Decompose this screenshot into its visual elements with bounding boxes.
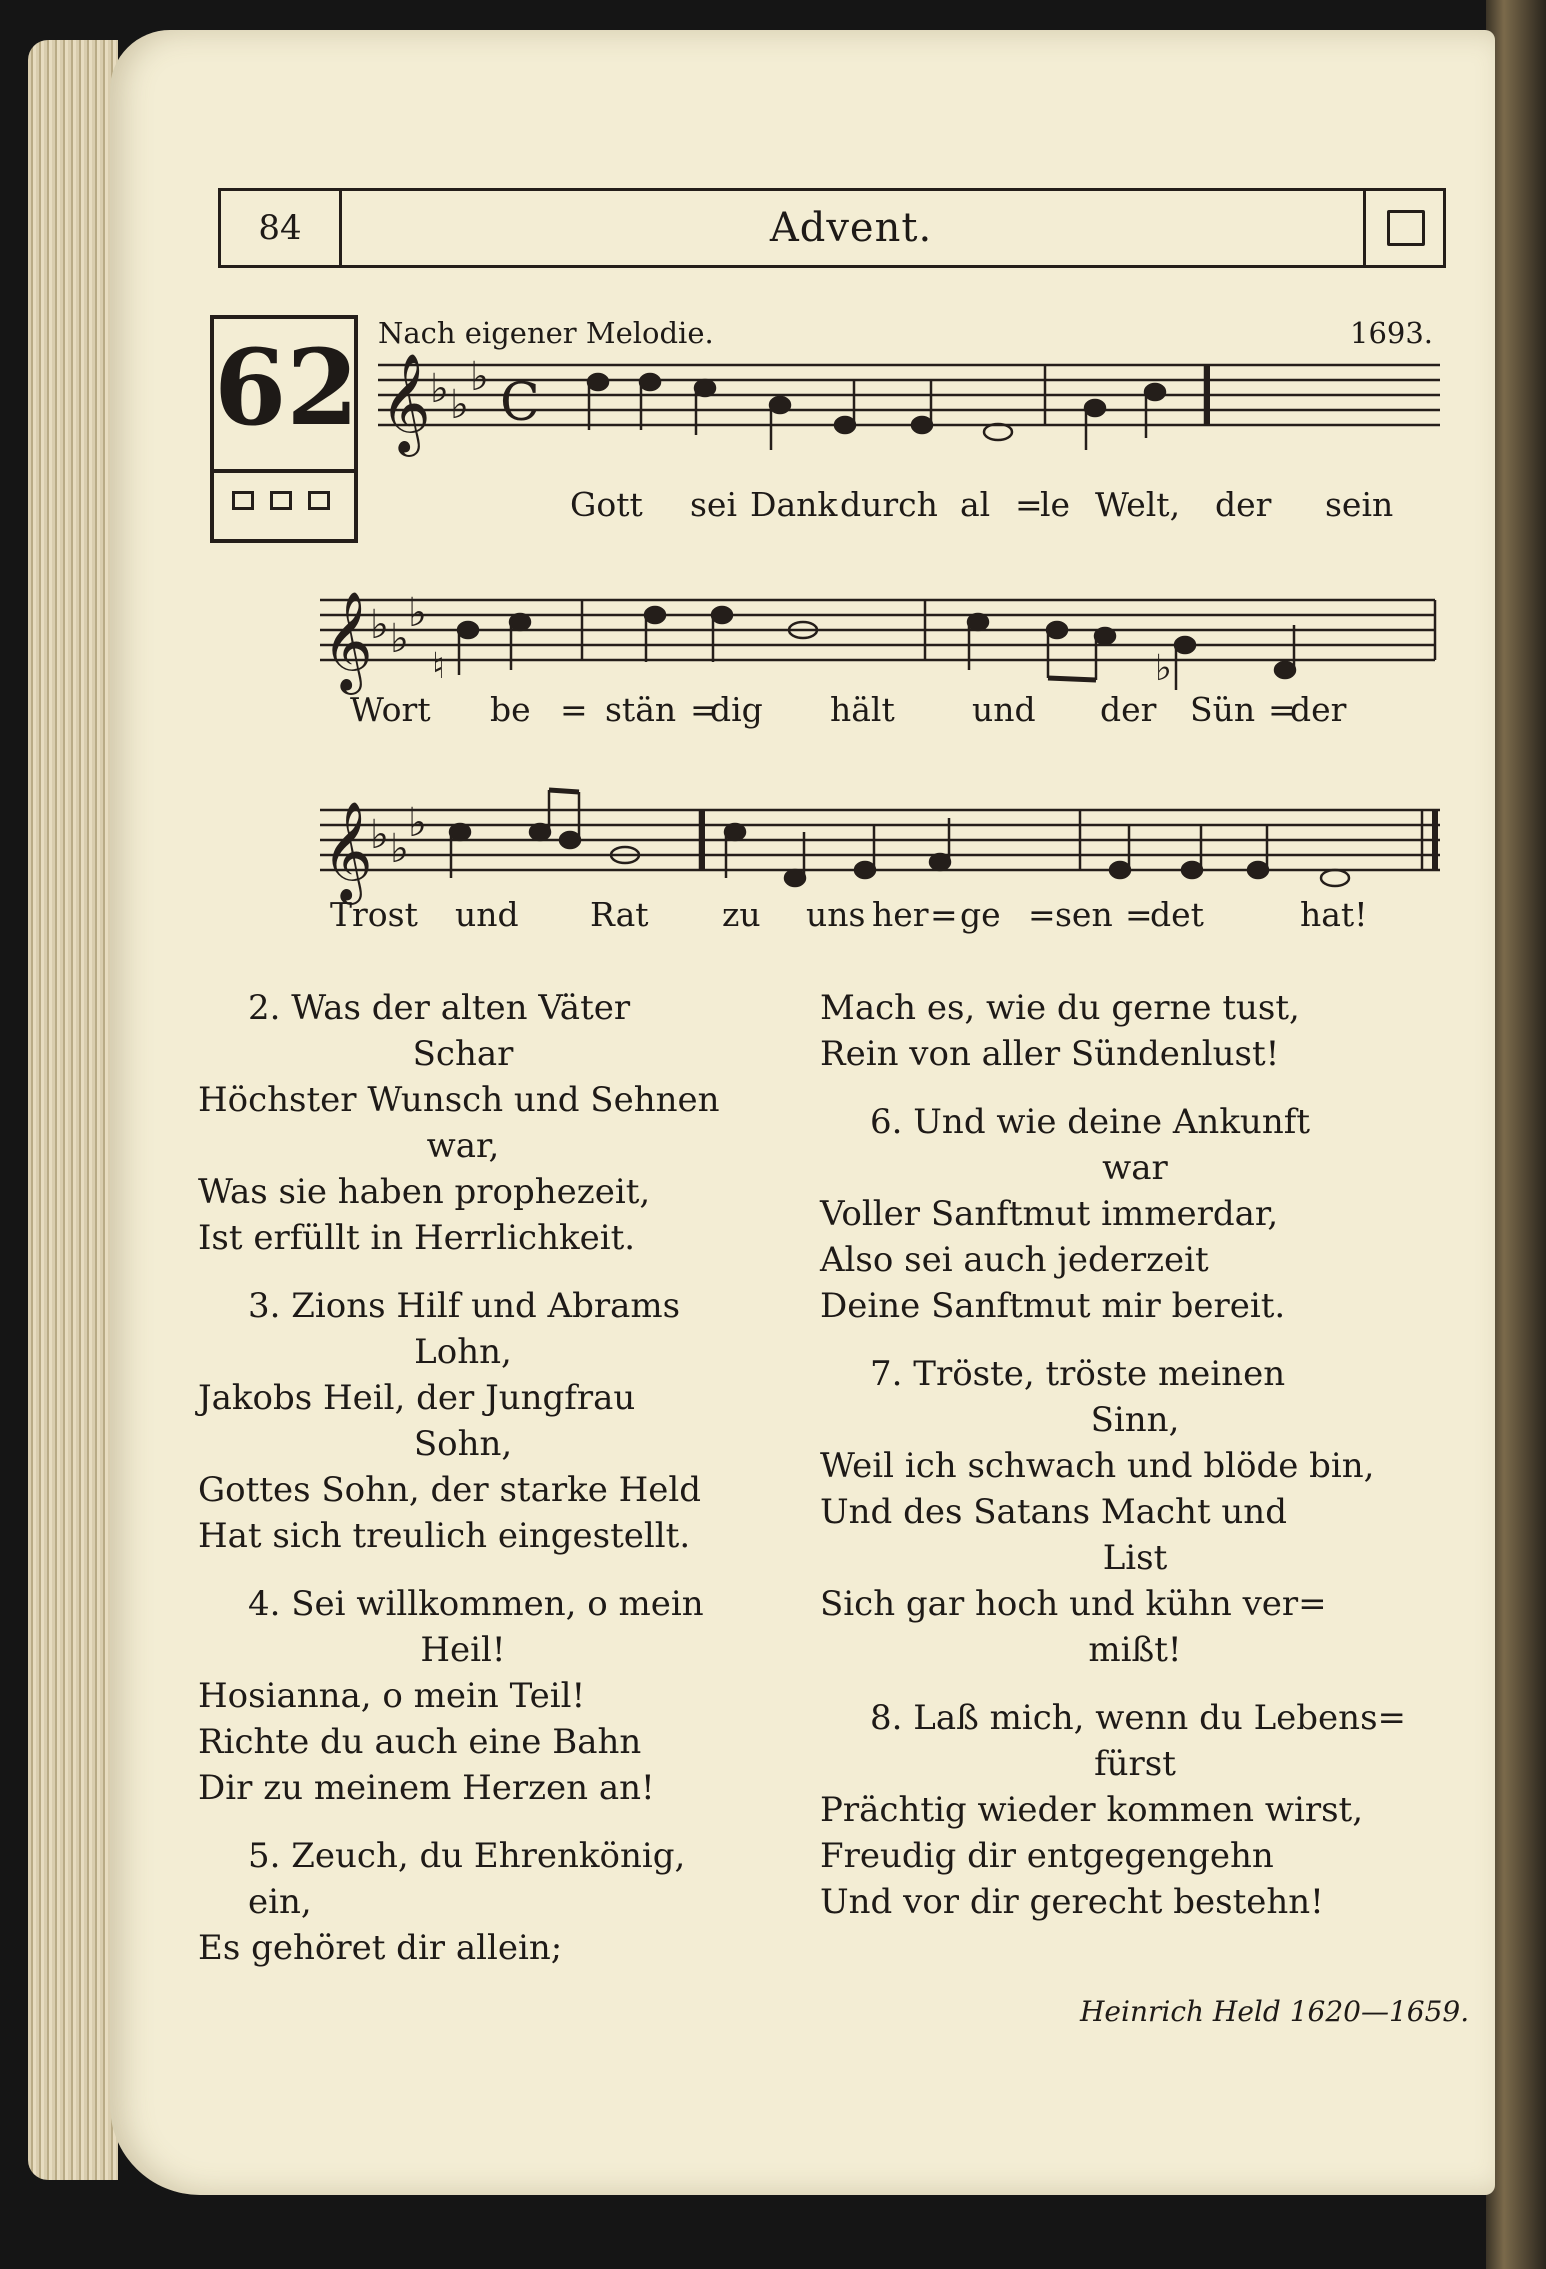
stanza-line: Richte du auch eine Bahn bbox=[198, 1722, 642, 1762]
stanza-text: Zeuch, du Ehrenkönig, ein, bbox=[248, 1836, 686, 1922]
stanza-8 bbox=[820, 1695, 1450, 1925]
treble-clef-icon: 𝄞 bbox=[380, 353, 431, 453]
treble-clef-icon: 𝄞 bbox=[322, 801, 373, 901]
author-credit: Heinrich Held 1620—1659. bbox=[1080, 1995, 1470, 2028]
stanza-line: Dir zu meinem Herzen an! bbox=[198, 1768, 655, 1808]
stanza-line: Es gehöret dir allein; bbox=[198, 1928, 563, 1968]
stanza-number: 2. bbox=[248, 988, 281, 1028]
stanza-line: Weil ich schwach und blöde bin, bbox=[820, 1446, 1375, 1486]
lyric-syllable: Dank bbox=[750, 485, 838, 524]
stanza-line: Lohn, bbox=[414, 1332, 512, 1372]
lyric-syllable: = bbox=[560, 690, 588, 729]
lyric-syllable: stän bbox=[605, 690, 677, 729]
stanza-text: Laß mich, wenn du Lebens= bbox=[913, 1698, 1407, 1738]
stanza-line bbox=[198, 1833, 728, 1925]
stanza-line: Schar bbox=[412, 1034, 514, 1074]
stanza-3 bbox=[198, 1283, 728, 1559]
svg-text:♭: ♭ bbox=[408, 590, 427, 636]
stanza-number: 7. bbox=[870, 1354, 903, 1394]
stanza-line bbox=[820, 1695, 1450, 1741]
lyric-syllable: und bbox=[972, 690, 1036, 729]
svg-text:♭: ♭ bbox=[1155, 648, 1172, 689]
stanza-line: Sich gar hoch und kühn ver= bbox=[820, 1584, 1327, 1624]
svg-text:C: C bbox=[500, 373, 540, 433]
stanza-2 bbox=[198, 985, 728, 1261]
lyric-syllable: und bbox=[455, 895, 519, 934]
lyric-syllable: hat! bbox=[1300, 895, 1368, 934]
stanza-line: war, bbox=[426, 1126, 500, 1166]
svg-text:♭: ♭ bbox=[470, 354, 489, 400]
stanza-number: 8. bbox=[870, 1698, 903, 1738]
lyric-syllable: der bbox=[1215, 485, 1272, 524]
lyric-syllable: der bbox=[1100, 690, 1157, 729]
stanza-line: List bbox=[1102, 1538, 1168, 1578]
stanza-line: Jakobs Heil, der Jungfrau bbox=[198, 1378, 636, 1418]
lyric-syllable: der bbox=[1290, 690, 1347, 729]
stanza-number: 4. bbox=[248, 1584, 281, 1624]
stanza-line: Freudig dir entgegengehn bbox=[820, 1836, 1274, 1876]
lyric-syllable: her bbox=[872, 895, 929, 934]
stanza-line: Voller Sanftmut immerdar, bbox=[820, 1194, 1279, 1234]
stanza-text: Zions Hilf und Abrams bbox=[291, 1286, 681, 1326]
stanza-text: Tröste, tröste meinen bbox=[913, 1354, 1286, 1394]
stanza-line: Sinn, bbox=[1090, 1400, 1180, 1440]
stanza-line: Gottes Sohn, der starke Held bbox=[198, 1470, 702, 1510]
lyric-syllable: Wort bbox=[350, 690, 431, 729]
stanza-number: 6. bbox=[870, 1102, 903, 1142]
lyric-syllable: le bbox=[1040, 485, 1071, 524]
lyric-syllable: sein bbox=[1325, 485, 1394, 524]
stanza-line: Höchster Wunsch und Sehnen bbox=[198, 1080, 720, 1120]
lyric-syllable: uns bbox=[806, 895, 866, 934]
hymn-number: 62 bbox=[214, 326, 359, 449]
stanza-line: Prächtig wieder kommen wirst, bbox=[820, 1790, 1364, 1830]
stanza-text: Und wie deine Ankunft bbox=[913, 1102, 1310, 1142]
stanza-7 bbox=[820, 1351, 1450, 1673]
stanza-line: war bbox=[1102, 1148, 1168, 1188]
svg-text:♭: ♭ bbox=[408, 800, 427, 846]
melody-note: Nach eigener Melodie. bbox=[378, 316, 714, 350]
lyric-syllable: ge bbox=[960, 895, 1001, 934]
stanza-line: Mach es, wie du gerne tust, bbox=[820, 988, 1300, 1028]
stanzas-left-column bbox=[198, 985, 728, 1993]
stanza-line bbox=[198, 985, 728, 1031]
stanza-number: 3. bbox=[248, 1286, 281, 1326]
stanza-text: Was der alten Väter bbox=[291, 988, 631, 1028]
svg-text:♭: ♭ bbox=[370, 812, 389, 858]
svg-text:♭: ♭ bbox=[390, 616, 409, 662]
staff-3 bbox=[320, 810, 1440, 870]
stanza-6 bbox=[820, 1099, 1450, 1329]
stanza-line: Und vor dir gerecht bestehn! bbox=[820, 1882, 1324, 1922]
lyric-syllable: sen bbox=[1055, 895, 1113, 934]
lyric-syllable: = bbox=[690, 690, 718, 729]
stanza-line: Deine Sanftmut mir bereit. bbox=[820, 1286, 1286, 1326]
lyric-syllable: det bbox=[1150, 895, 1204, 934]
stanza-line: Und des Satans Macht und bbox=[820, 1492, 1287, 1532]
svg-text:♮: ♮ bbox=[432, 646, 445, 687]
svg-text:♭: ♭ bbox=[370, 602, 389, 648]
stanza-line: Also sei auch jederzeit bbox=[820, 1240, 1209, 1280]
stanza-line: Sohn, bbox=[413, 1424, 513, 1464]
lyric-syllable: al bbox=[960, 485, 991, 524]
book-page bbox=[110, 30, 1495, 2195]
stanza-number: 5. bbox=[248, 1836, 281, 1876]
stanza-line bbox=[198, 1581, 728, 1627]
lyric-syllable: Sün bbox=[1190, 690, 1256, 729]
stanzas-right-column bbox=[820, 985, 1450, 1947]
stanza-line bbox=[198, 1283, 728, 1329]
lyric-syllable: dig bbox=[710, 690, 763, 729]
book-spine-edge bbox=[1486, 0, 1546, 2269]
lyric-syllable: sei bbox=[690, 485, 738, 524]
lyric-syllable: be bbox=[490, 690, 531, 729]
stanza-5 bbox=[198, 1833, 728, 1971]
lyric-syllable: durch bbox=[840, 485, 938, 524]
stanza-4 bbox=[198, 1581, 728, 1811]
hymn-year: 1693. bbox=[1350, 316, 1434, 350]
stanza-line bbox=[820, 1351, 1450, 1397]
page-number: 84 bbox=[221, 191, 342, 265]
lyric-syllable: Rat bbox=[590, 895, 649, 934]
stanza-line: Rein von aller Sündenlust! bbox=[820, 1034, 1280, 1074]
lyric-syllable: = bbox=[1268, 690, 1296, 729]
staff-2 bbox=[320, 600, 1435, 660]
stanza-line: fürst bbox=[1094, 1744, 1176, 1784]
stanza-line: Hosianna, o mein Teil! bbox=[198, 1676, 586, 1716]
lyric-syllable: = bbox=[1015, 485, 1043, 524]
stanza-line: Ist erfüllt in Herrlichkeit. bbox=[198, 1218, 636, 1258]
stanza-line: Hat sich treulich eingestellt. bbox=[198, 1516, 691, 1556]
stanza-line bbox=[820, 1099, 1450, 1145]
lyric-syllable: Trost bbox=[330, 895, 418, 934]
svg-text:♭: ♭ bbox=[390, 826, 409, 872]
stanza-line: Was sie haben prophezeit, bbox=[198, 1172, 651, 1212]
svg-text:♭: ♭ bbox=[450, 382, 469, 428]
lyric-syllable: Gott bbox=[570, 485, 643, 524]
stanza-5-continued bbox=[820, 985, 1450, 1077]
svg-text:♭: ♭ bbox=[430, 366, 449, 412]
stanza-text: Sei willkommen, o mein bbox=[291, 1584, 704, 1624]
stanza-line: Heil! bbox=[420, 1630, 506, 1670]
lyric-syllable: Welt, bbox=[1095, 485, 1181, 524]
lyric-syllable: = bbox=[1125, 895, 1153, 934]
lyric-syllable: = bbox=[930, 895, 958, 934]
stanza-line: mißt! bbox=[1088, 1630, 1182, 1670]
lyric-syllable: hält bbox=[830, 690, 895, 729]
lyric-syllable: = bbox=[1028, 895, 1056, 934]
section-title: Advent. bbox=[769, 205, 933, 251]
page-edges bbox=[28, 40, 118, 2180]
lyric-syllable: zu bbox=[722, 895, 761, 934]
treble-clef-icon: 𝄞 bbox=[322, 591, 373, 691]
